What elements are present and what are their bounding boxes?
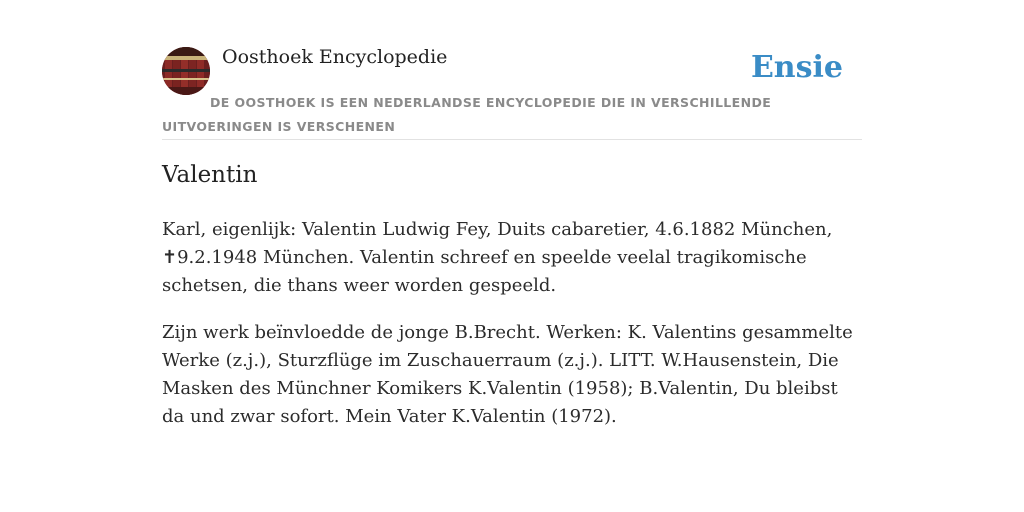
brand-logo[interactable]: Ensie — [750, 50, 843, 85]
source-avatar[interactable] — [162, 47, 210, 95]
source-description: DE OOSTHOEK IS EEN NEDERLANDSE ENCYCLOPEDIE DIE IN VERSCHILLENDE UITVOERINGEN IS VERSCHENEN — [162, 95, 772, 134]
article-title: Valentin — [162, 162, 258, 188]
page — [162, 40, 862, 427]
article-paragraph-2: Zijn werk beïnvloedde de jonge B.Brecht. Werken: K. Valentins gesammelte Werke (z.j.), Sturzflüge im Zuschauerraum (z.j.). LITT. W.Hausenstein, Die Masken des Münchner Komikers K.Valentin (1958); B.Valentin, Du bleibst da und zwar sofort. Mein Vater K.Valentin (1972). — [162, 322, 853, 427]
source-title[interactable]: Oosthoek Encyclopedie — [222, 46, 448, 68]
source-header — [162, 40, 862, 140]
encyclopedia-books-icon — [162, 47, 210, 95]
article-paragraph-1: Karl, eigenlijk: Valentin Ludwig Fey, Duits cabaretier, 4.6.1882 München, ✝9.2.1948 München. Valentin schreef en speelde veelal tragikomische schetsen, die thans weer worden gespeeld. — [162, 219, 833, 296]
